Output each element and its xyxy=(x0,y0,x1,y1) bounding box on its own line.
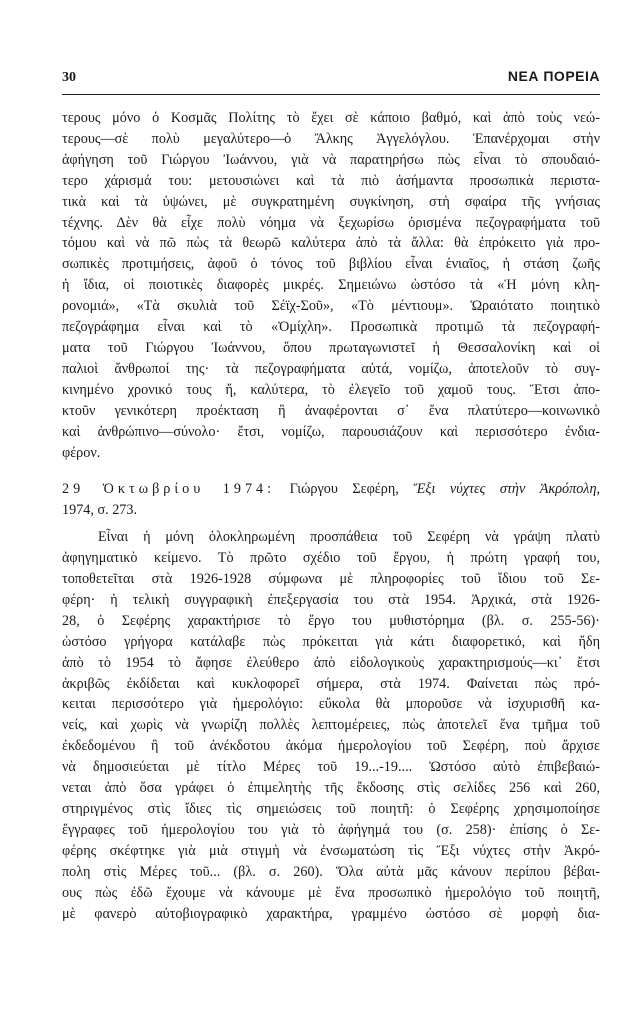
text-line: φέρης σκέφτηκε γιὰ μιὰ στιγμὴ νὰ ἐνσωματώση τὶς Ἔξι νύχτες στὴν Ἀκρό- xyxy=(62,842,600,859)
text-line: 28, ὁ Σεφέρης χαρακτήρισε τὸ ἔργο του μυθιστόρημα (βλ. σ. 255-56)· xyxy=(62,612,600,629)
entry-date: 29 Ὀκτωβρίου 1974: xyxy=(62,481,276,498)
text-line: πολη στὶς Μέρες τοῦ... (βλ. σ. 260). Ὅλα αὐτὰ μᾶς κάνουν περίπου βέβαι- xyxy=(62,863,600,880)
text-line: τόμου καὶ νὰ πῶ πὼς τὰ θεωρῶ καλύτερα ἀπὸ τὰ ἄλλα: θὰ ἐπρόκειτο γιὰ προ- xyxy=(62,235,600,252)
text-line: νὰ δημοσιεύεται μὲ τίτλο Μέρες τοῦ 19...-19.... Ὡστόσο αὐτὸ ἐπιβεβαιώ- xyxy=(62,759,600,776)
paragraph-2 xyxy=(62,527,600,924)
text-line: κτοῦν γενικότερη προέκταση ἢ ἀναφέρονται σ᾽ ἕνα πλατύτερο—κοινωνικὸ xyxy=(62,402,600,419)
text-line: ἀφήγηση τοῦ Γιώργου Ἰωάννου, γιὰ νὰ παρατηρήσω πὼς εἶναι τὸ σπουδαιό- xyxy=(62,151,600,168)
text-line: φέρον. xyxy=(62,444,101,461)
text-line: στηριγμένος στὶς ἴδιες τὶς σημειώσεις τοῦ ποιητῆ: ὁ Σεφέρης χρησιμοποίησε xyxy=(62,801,600,817)
text-line: Εἶναι ἡ μόνη ὁλοκληρωμένη προσπάθεια τοῦ Σεφέρη νὰ γράψη πλατὺ xyxy=(98,529,600,546)
entry-heading-line-1 xyxy=(62,479,600,500)
text-line: ους πὼς ἐδῶ ἔχουμε νὰ κάνουμε μὲ ἕνα προσωπικὸ ἡμερολόγιο τοῦ ποιητῆ, xyxy=(62,884,600,901)
entry-author: Γιώργου Σεφέρη, xyxy=(289,481,399,498)
text-line: ἐκδεδομένου ἢ τοῦ ἀνέκδοτου ἀκόμα ἡμερολογίου τοῦ Σεφέρη, ποὺ ἄρχισε xyxy=(62,738,600,755)
text-line: μὲ φανερὸ αὐτοβιογραφικὸ χαρακτήρα, γραμμένο ὡστόσο σὲ μορφὴ δια- xyxy=(62,905,600,922)
text-line: φέρη· ἡ τελικὴ συγγραφικὴ ἐπεξεργασία του στὰ 1954. Ἀρχικά, στὰ 1926- xyxy=(62,591,600,608)
paragraph-1 xyxy=(62,108,600,463)
page-header xyxy=(62,68,600,86)
text-line: τερο χάρισμά του: μετουσιώνει καὶ τὰ πιὸ ἀσήμαντα προσωπικὰ περιστα- xyxy=(62,172,600,189)
entry-title: Ἔξι νύχτες στὴν Ἀκρόπολη, xyxy=(413,481,601,498)
entry-heading-line-2 xyxy=(62,500,600,521)
header-rule xyxy=(62,94,600,95)
text-line: κινημένο χρονικό τους ἤ, καλύτερα, τὸ ἐλεγεῖο τοῦ χαμοῦ τους. Ἔτσι ἀπο- xyxy=(62,381,600,398)
text-line: ἀφηγηματικὸ κείμενο. Τὸ πρῶτο σχέδιο τοῦ ἔργου, ἡ πρώτη γραφή του, xyxy=(62,550,600,567)
text-line: ἔγγραφες τοῦ ἡμερολογίου του γιὰ τὸ ἀφήγημά του (σ. 258)· ἐπίσης ὁ Σε- xyxy=(62,821,600,838)
text-line: σωπικὲς προτιμήσεις, ἀφοῦ ὁ τόνος τοῦ βιβλίου εἶναι ἑνιαῖος, ἡ στάση ζωῆς xyxy=(62,256,600,273)
text-line: παλιοὶ ἄνθρωποί της· τὰ πεζογραφήματα αὐτά, νομίζω, ἀποτελοῦν τὸ συγ- xyxy=(62,360,600,377)
text-line: ρονομιά», «Τὰ σκυλιὰ τοῦ Σέϊχ-Σοῦ», «Τὸ μέντιουμ». Ὡραιότατο ποιητικὸ xyxy=(62,298,600,315)
text-line: τοποθετεῖται στὰ 1926-1928 σύμφωνα μὲ πληροφορίες τοῦ ἴδιου τοῦ Σε- xyxy=(62,571,600,588)
text-line: τερους—σὲ πολὺ μεγαλύτερο—ὁ Ἄλκης Ἀγγελόγλου. Ἐπανέρχομαι στὴν xyxy=(62,130,600,147)
body-text xyxy=(62,108,600,924)
text-line: ἀπὸ τὸ 1954 τὸ ἄφησε ἐλεύθερο ἀπὸ εἰδολογικοὺς χαρακτηρισμούς—κι᾽ ἔτσι xyxy=(62,654,600,671)
text-line: νείς, καὶ χωρὶς νὰ γνωρίζη πολλὲς λεπτομέρειες, πὼς ἀποτελεῖ ἕνα τμῆμα τοῦ xyxy=(62,717,600,734)
text-line: πεζογράφημα εἶναι καὶ τὸ «Ὀμίχλη». Προσωπικὰ προτιμῶ τὰ πεζογραφή- xyxy=(62,319,600,336)
text-line: ἀκριβῶς ἐκδίδεται καὶ κυκλοφορεῖ σήμερα, στὰ 1974. Φαίνεται πὼς πρό- xyxy=(62,675,600,692)
text-line: ὡστόσο γρήγορα κατάλαβε πὼς πρόκειται γιὰ κάτι διαφορετικό, καὶ ἤδη xyxy=(62,633,600,650)
text-line: ἡ ἴδια, οἱ ποιοτικὲς διαφορὲς μικρές. Σημειώνω ὡστόσο τὰ «Ἡ μόνη κλη- xyxy=(62,277,600,294)
text-line: τικὰ καὶ τὰ ὑψώνει, μὲ συγκρατημένη συγκίνηση, στὴ σφαίρα τῆς γνήσιας xyxy=(62,193,600,210)
running-title: ΝΕΑ ΠΟΡΕΙΑ xyxy=(507,68,600,84)
text-line: νεται ἀπὸ ὅσα γράφει ὁ ἐπιμελητὴς τῆς ἔκδοσης στὶς σελίδες 256 καὶ 260, xyxy=(62,780,600,797)
text-line: ματα τοῦ Γιώργου Ἰωάννου, ὅπου πρωταγωνιστεῖ ἡ Θεσσαλονίκη καὶ οἱ xyxy=(62,339,600,356)
entry-year-pages: 1974, σ. 273. xyxy=(62,502,138,519)
text-line: κειται περισσότερο γιὰ ἡμερολόγιο: εὔκολα θὰ μποροῦσε νὰ ἰσχυρισθῆ κα- xyxy=(62,696,600,713)
text-line: τέχνης. Δὲν θὰ εἶχε πολὺ νόημα νὰ ξεχωρίσω ὁρισμένα πεζογραφήματα τοῦ xyxy=(62,214,600,231)
page-number: 30 xyxy=(62,70,76,85)
entry-heading xyxy=(62,479,600,521)
text-line: καὶ ἀνθρώπινο—σύνολο· ἔτσι, νομίζω, παρουσιάζουν καὶ περισσότερο ἐνδια- xyxy=(62,423,600,440)
text-line: τερους μόνο ὁ Κοσμᾶς Πολίτης τὸ ἔχει σὲ κάποιο βαθμό, καὶ ἀπὸ τοὺς νεώ- xyxy=(62,110,600,126)
